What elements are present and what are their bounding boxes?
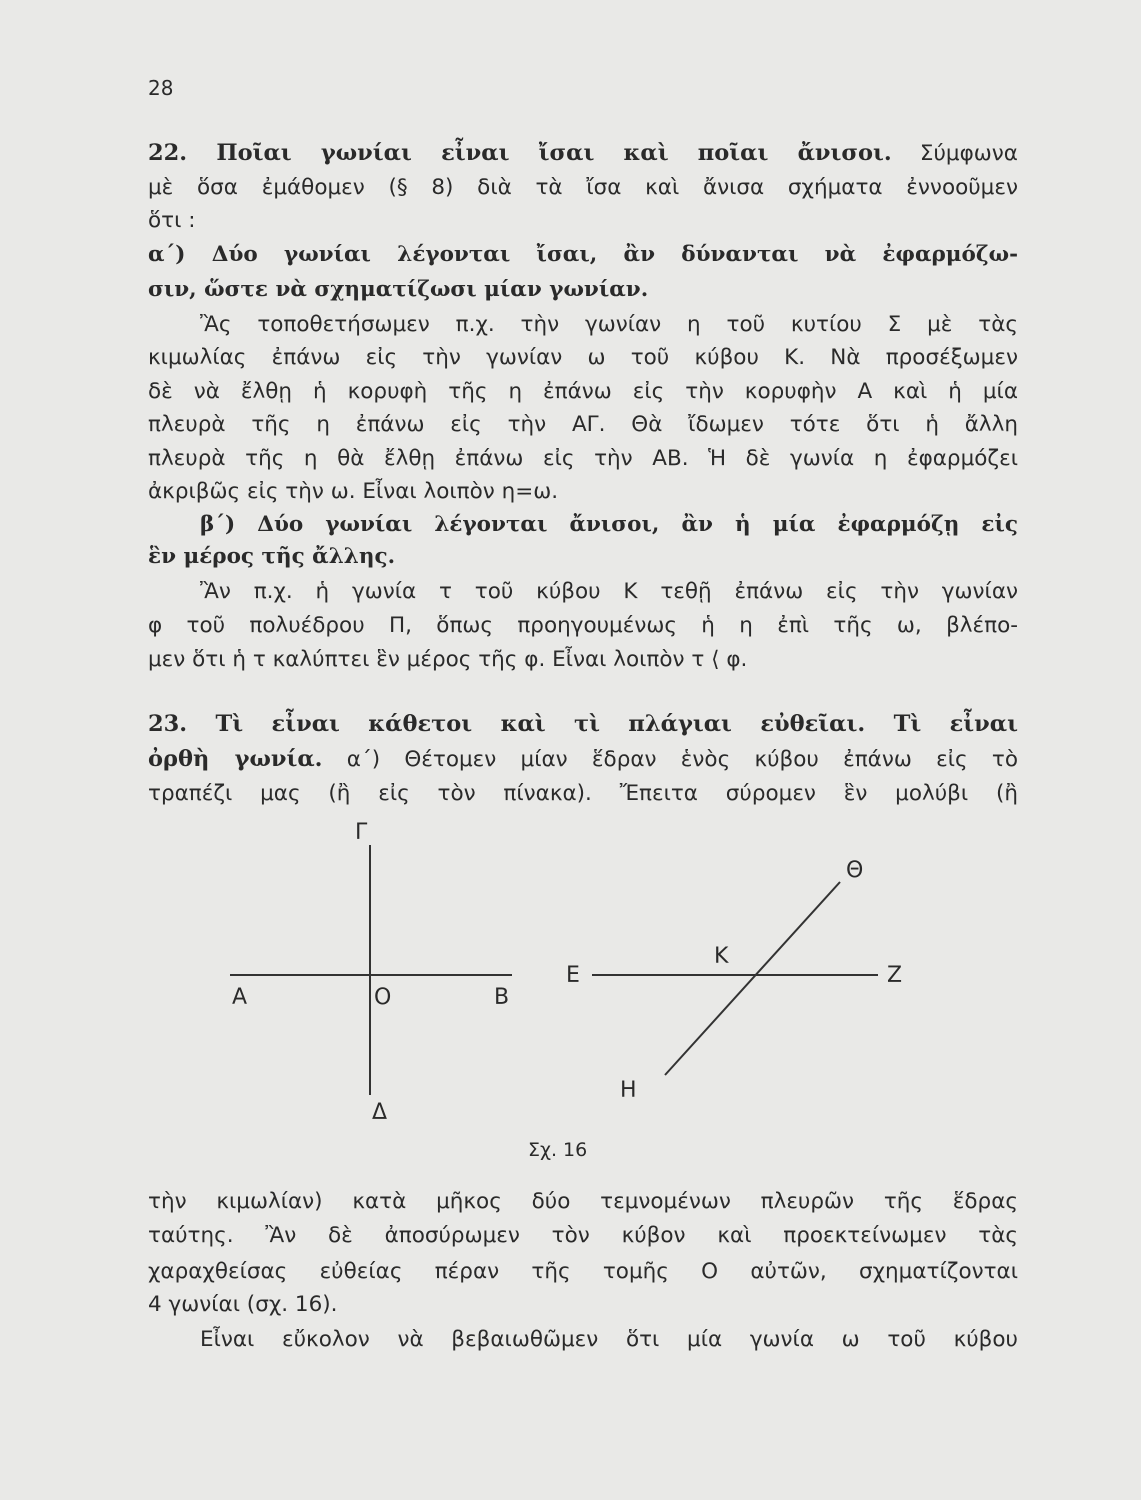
section-23-line-6: χαραχθείσας εὐθείας πέραν τῆς τομῆς Ο αὐτῶν, σχηματίζονται xyxy=(148,1259,1018,1284)
para-b-line-2: φ τοῦ πολυέδρου Π, ὅπως προηγουμένως ἡ η ἐπὶ τῆς ω, βλέπο- xyxy=(148,613,1018,638)
line-ht xyxy=(665,882,840,1075)
section-23-heading-line-1: 23. Τὶ εἶναι κάθετοι καὶ τὶ πλάγιαι εὐθεῖαι. Τὶ εἶναι xyxy=(148,711,1018,737)
label-eta: Η xyxy=(620,1078,637,1103)
para-a-line-3: δὲ νὰ ἔλθῃ ἡ κορυφὴ τῆς η ἐπάνω εἰς τὴν κορυφὴν Α καὶ ἡ μία xyxy=(148,379,1018,404)
section-23-line-3: τραπέζι μας (ἢ εἰς τὸν πίνακα). Ἔπειτα σύρομεν ἓν μολύβι (ἢ xyxy=(148,781,1018,806)
para-a-line-1: Ἂς τοποθετήσωμεν π.χ. τὴν γωνίαν η τοῦ κυτίου Σ μὲ τὰς xyxy=(200,312,1018,337)
para-b-line-3: μεν ὅτι ἡ τ καλύπτει ἓν μέρος τῆς φ. Εἶναι λοιπὸν τ ⟨ φ. xyxy=(148,647,748,672)
label-theta: Θ xyxy=(846,858,864,883)
label-gamma: Γ xyxy=(355,820,368,845)
label-beta: Β xyxy=(494,985,510,1010)
rule-a-line-1: α΄) Δύο γωνίαι λέγονται ἴσαι, ἂν δύνανται νὰ ἐφαρμόζω- xyxy=(148,242,1018,267)
label-omicron: Ο xyxy=(374,985,392,1010)
label-kappa: Κ xyxy=(714,944,729,969)
section-23-text-start: α΄) Θέτομεν μίαν ἕδραν ἑνὸς κύβου ἐπάνω εἰς τὸ xyxy=(322,747,1018,772)
para-a-line-6: ἀκριβῶς εἰς τὴν ω. Εἶναι λοιπὸν η=ω. xyxy=(148,479,559,504)
section-22-intro-start: Σύμφωνα xyxy=(891,141,1018,166)
label-epsilon: Ε xyxy=(566,963,580,988)
rule-a-line-2: σιν, ὥστε νὰ σχηματίζωσι μίαν γωνίαν. xyxy=(148,277,649,302)
para-a-line-5: πλευρὰ τῆς η θὰ ἔλθῃ ἐπάνω εἰς τὴν ΑΒ. Ἡ δὲ γωνία η ἐφαρμόζει xyxy=(148,446,1018,471)
page-number: 28 xyxy=(148,76,174,100)
label-zeta: Ζ xyxy=(887,963,903,988)
section-23-line-5: ταύτης. Ἂν δὲ ἀποσύρωμεν τὸν κύβον καὶ προεκτείνωμεν τὰς xyxy=(148,1223,1018,1248)
para-a-line-4: πλευρὰ τῆς η ἐπάνω εἰς τὴν ΑΓ. Θὰ ἴδωμεν τότε ὅτι ἡ ἄλλη xyxy=(148,412,1018,437)
label-delta: Δ xyxy=(372,1100,388,1125)
section-23-heading-end: ὀρθὴ γωνία. xyxy=(148,746,323,772)
section-23-line-4: τὴν κιμωλίαν) κατὰ μῆκος δύο τεμνομένων πλευρῶν τῆς ἕδρας xyxy=(148,1189,1018,1214)
section-23-line-7: 4 γωνίαι (σχ. 16). xyxy=(148,1292,338,1317)
section-22-heading: 22. Ποῖαι γωνίαι εἶναι ἴσαι καὶ ποῖαι ἄνισοι. xyxy=(148,140,892,166)
figure-caption: Σχ. 16 xyxy=(528,1139,588,1161)
rule-b-line-1: β΄) Δύο γωνίαι λέγονται ἄνισοι, ἂν ἡ μία ἐφαρμόζῃ εἰς xyxy=(200,512,1018,537)
label-alpha: Α xyxy=(232,985,248,1010)
rule-b-line-2: ἓν μέρος τῆς ἄλλης. xyxy=(148,544,396,569)
section-23-line-8: Εἶναι εὔκολον νὰ βεβαιωθῶμεν ὅτι μία γωνία ω τοῦ κύβου xyxy=(200,1327,1018,1352)
section-22-intro-end: ὅτι : xyxy=(148,208,196,233)
para-a-line-2: κιμωλίας ἐπάνω εἰς τὴν γωνίαν ω τοῦ κύβου Κ. Νὰ προσέξωμεν xyxy=(148,345,1018,370)
section-22-intro-line: μὲ ὅσα ἐμάθομεν (§ 8) διὰ τὰ ἴσα καὶ ἄνισα σχήματα ἐννοοῦμεν xyxy=(148,175,1018,200)
para-b-line-1: Ἂν π.χ. ἡ γωνία τ τοῦ κύβου Κ τεθῇ ἐπάνω εἰς τὴν γωνίαν xyxy=(200,579,1018,604)
